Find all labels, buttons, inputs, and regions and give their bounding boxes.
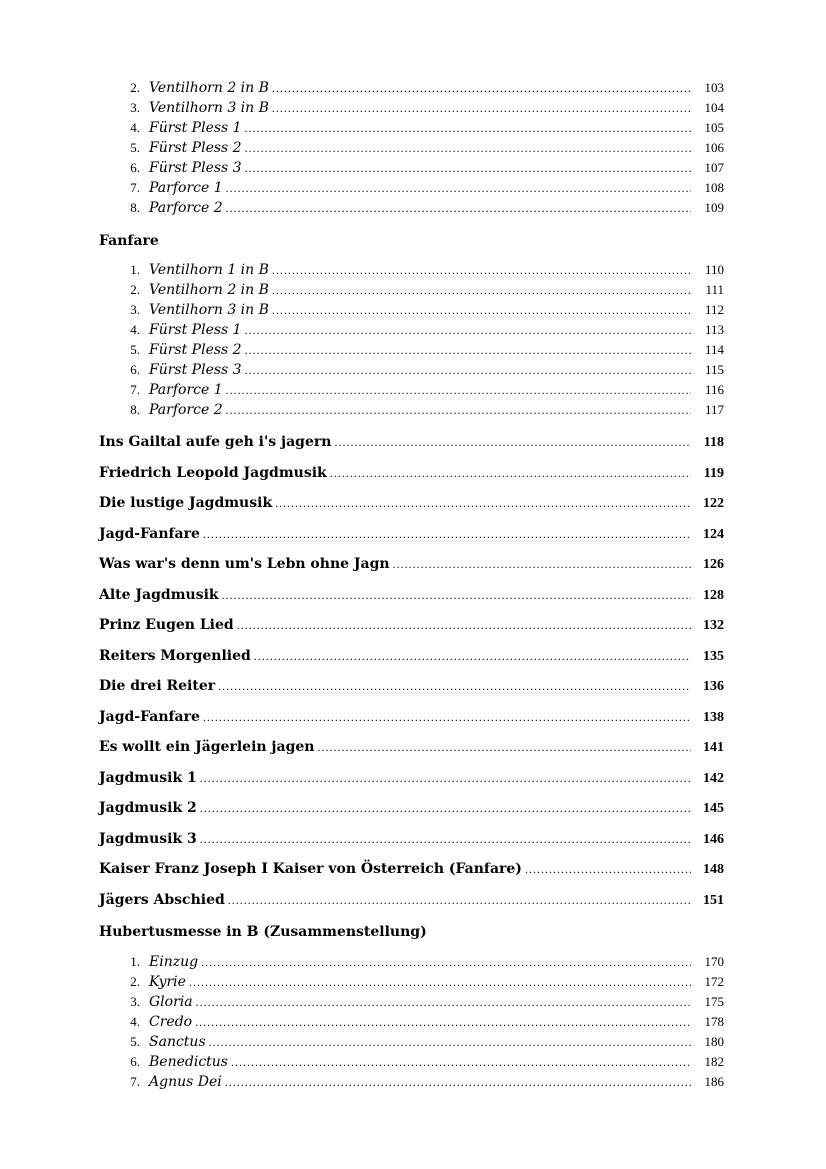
toc-main-entry[interactable]	[0, 495, 826, 515]
leader-dots	[218, 679, 691, 694]
entry-title: Jagdmusik 3	[99, 831, 197, 847]
leader-dots	[225, 1075, 691, 1090]
toc-main-entry[interactable]	[0, 617, 826, 637]
entry-title: Kaiser Franz Joseph I Kaiser von Österreich (Fanfare)	[99, 861, 522, 877]
entry-page: 115	[704, 362, 724, 377]
leader-dots	[330, 466, 691, 481]
leader-dots	[226, 181, 691, 196]
entry-title: Ventilhorn 3 in B	[149, 302, 269, 318]
entry-title: Gloria	[149, 994, 193, 1010]
toc-main-entry[interactable]	[0, 678, 826, 698]
entry-title: Jagdmusik 1	[99, 770, 197, 786]
entry-title: Jagd-Fanfare	[99, 709, 200, 725]
toc-main-entry[interactable]	[0, 892, 826, 912]
leader-dots	[393, 557, 691, 572]
entry-number: 8.	[130, 200, 140, 215]
leader-dots	[317, 740, 691, 755]
leader-dots	[525, 862, 691, 877]
entry-page: 141	[703, 740, 724, 755]
entry-number: 2.	[130, 80, 140, 95]
leader-dots	[245, 323, 691, 338]
toc-entry[interactable]	[0, 140, 826, 160]
entry-title: Ventilhorn 3 in B	[149, 100, 269, 116]
entry-title: Fürst Pless 1	[149, 120, 242, 136]
entry-title: Fürst Pless 1	[149, 322, 242, 338]
entry-page: 128	[703, 588, 724, 603]
entry-page: 145	[703, 801, 724, 816]
leader-dots	[272, 81, 691, 96]
entry-number: 6.	[130, 362, 140, 377]
entry-title: Die lustige Jagdmusik	[99, 495, 273, 511]
entry-page: 104	[704, 100, 724, 115]
entry-page: 136	[703, 679, 724, 694]
entry-page: 110	[704, 262, 724, 277]
leader-dots	[200, 832, 691, 847]
leader-dots	[231, 1055, 691, 1070]
entry-page: 180	[704, 1034, 724, 1049]
leader-dots	[275, 496, 691, 511]
entry-page: 172	[704, 974, 724, 989]
toc-entry[interactable]	[0, 1054, 826, 1074]
toc-main-entry[interactable]	[0, 770, 826, 790]
entry-title: Agnus Dei	[149, 1074, 222, 1090]
leader-dots	[272, 101, 691, 116]
leader-dots	[203, 710, 691, 725]
leader-dots	[200, 771, 691, 786]
toc-main-entry[interactable]	[0, 556, 826, 576]
entry-page: 175	[704, 994, 724, 1009]
entry-number: 6.	[130, 160, 140, 175]
leader-dots	[226, 403, 691, 418]
entry-title: Benedictus	[149, 1054, 228, 1070]
entry-page: 107	[704, 160, 724, 175]
entry-page: 119	[703, 466, 724, 481]
entry-page: 182	[704, 1054, 724, 1069]
toc-entry[interactable]	[0, 120, 826, 140]
entry-number: 4.	[130, 322, 140, 337]
entry-title: Fürst Pless 2	[149, 342, 242, 358]
leader-dots	[272, 303, 691, 318]
entry-title: Parforce 2	[149, 200, 223, 216]
entry-page: 186	[704, 1074, 724, 1089]
entry-title: Fürst Pless 3	[149, 160, 242, 176]
toc-main-entry[interactable]	[0, 709, 826, 729]
entry-title: Ventilhorn 1 in B	[149, 262, 269, 278]
entry-number: 6.	[130, 1054, 140, 1069]
leader-dots	[201, 955, 691, 970]
toc-main-entry[interactable]	[0, 434, 826, 454]
entry-number: 8.	[130, 402, 140, 417]
entry-page: 114	[704, 342, 724, 357]
entry-title: Jägers Abschied	[99, 892, 225, 908]
toc-entry[interactable]	[0, 1074, 826, 1094]
entry-title: Fürst Pless 3	[149, 362, 242, 378]
toc-entry[interactable]	[0, 322, 826, 342]
entry-page: 109	[704, 200, 724, 215]
toc-entry[interactable]	[0, 1014, 826, 1034]
entry-page: 113	[704, 322, 724, 337]
toc-entry[interactable]	[0, 100, 826, 120]
entry-page: 116	[704, 382, 724, 397]
leader-dots	[272, 283, 691, 298]
entry-number: 1.	[130, 954, 140, 969]
leader-dots	[245, 141, 691, 156]
entry-number: 7.	[130, 382, 140, 397]
toc-entry[interactable]	[0, 302, 826, 322]
entry-page: 124	[703, 527, 724, 542]
leader-dots	[228, 893, 691, 908]
leader-dots	[189, 975, 691, 990]
toc-entry[interactable]	[0, 382, 826, 402]
entry-page: 108	[704, 180, 724, 195]
entry-page: 178	[704, 1014, 724, 1029]
toc-main-entry[interactable]	[0, 465, 826, 485]
toc-entry[interactable]	[0, 402, 826, 422]
toc-main-entry[interactable]	[0, 587, 826, 607]
entry-page: 112	[704, 302, 724, 317]
entry-page: 117	[704, 402, 724, 417]
toc-main-entry[interactable]	[0, 648, 826, 668]
leader-dots	[209, 1035, 691, 1050]
entry-title: Ventilhorn 2 in B	[149, 282, 269, 298]
entry-page: 135	[703, 649, 724, 664]
entry-page: 148	[703, 862, 724, 877]
leader-dots	[200, 801, 691, 816]
entry-page: 126	[703, 557, 724, 572]
entry-page: 151	[703, 893, 724, 908]
entry-number: 5.	[130, 342, 140, 357]
entry-title: Was war's denn um's Lebn ohne Jagn	[99, 556, 390, 572]
toc-entry[interactable]	[0, 180, 826, 200]
leader-dots	[226, 201, 691, 216]
entry-title: Prinz Eugen Lied	[99, 617, 234, 633]
entry-title: Reiters Morgenlied	[99, 648, 251, 664]
leader-dots	[334, 435, 691, 450]
entry-number: 4.	[130, 1014, 140, 1029]
entry-title: Jagdmusik 2	[99, 800, 197, 816]
entry-title: Friedrich Leopold Jagdmusik	[99, 465, 327, 481]
entry-page: 103	[704, 80, 724, 95]
entry-title: Sanctus	[149, 1034, 206, 1050]
toc-entry[interactable]	[0, 362, 826, 382]
leader-dots	[195, 1015, 691, 1030]
leader-dots	[196, 995, 691, 1010]
entry-number: 5.	[130, 1034, 140, 1049]
entry-title: Credo	[149, 1014, 193, 1030]
entry-number: 3.	[130, 100, 140, 115]
entry-page: 146	[703, 832, 724, 847]
toc-entry[interactable]	[0, 200, 826, 220]
entry-number: 4.	[130, 120, 140, 135]
toc-main-entry[interactable]	[0, 831, 826, 851]
entry-number: 2.	[130, 282, 140, 297]
entry-page: 170	[704, 954, 724, 969]
leader-dots	[245, 161, 691, 176]
leader-dots	[222, 588, 691, 603]
section-heading-fanfare[interactable]: Fanfare	[99, 233, 159, 249]
entry-title: Kyrie	[149, 974, 186, 990]
entry-page: 142	[703, 771, 724, 786]
toc-entry[interactable]	[0, 974, 826, 994]
entry-page: 138	[703, 710, 724, 725]
toc-main-entry[interactable]	[0, 800, 826, 820]
entry-title: Die drei Reiter	[99, 678, 216, 694]
toc-main-entry[interactable]	[0, 861, 826, 881]
leader-dots	[226, 383, 691, 398]
entry-page: 132	[703, 618, 724, 633]
toc-entry[interactable]	[0, 262, 826, 282]
toc-main-entry[interactable]	[0, 739, 826, 759]
entry-number: 5.	[130, 140, 140, 155]
leader-dots	[245, 343, 691, 358]
entry-number: 3.	[130, 302, 140, 317]
entry-title: Einzug	[149, 954, 199, 970]
entry-title: Es wollt ein Jägerlein jagen	[99, 739, 315, 755]
entry-title: Parforce 1	[149, 382, 223, 398]
toc-entry[interactable]	[0, 342, 826, 362]
leader-dots	[245, 121, 691, 136]
entry-page: 111	[705, 282, 724, 297]
entry-page: 118	[703, 435, 724, 450]
entry-number: 1.	[130, 262, 140, 277]
entry-title: Parforce 1	[149, 180, 223, 196]
entry-title: Alte Jagdmusik	[99, 587, 219, 603]
leader-dots	[272, 263, 691, 278]
leader-dots	[237, 618, 691, 633]
toc-entry[interactable]	[0, 994, 826, 1014]
toc-main-entry[interactable]	[0, 526, 826, 546]
entry-title: Ins Gailtal aufe geh i's jagern	[99, 434, 332, 450]
entry-title: Fürst Pless 2	[149, 140, 242, 156]
entry-title: Parforce 2	[149, 402, 223, 418]
entry-page: 122	[703, 496, 724, 511]
toc-entry[interactable]	[0, 80, 826, 100]
section-heading-hubertusmesse[interactable]: Hubertusmesse in B (Zusammenstellung)	[99, 924, 427, 940]
entry-number: 7.	[130, 1074, 140, 1089]
toc-entry[interactable]	[0, 282, 826, 302]
leader-dots	[245, 363, 691, 378]
toc-entry[interactable]	[0, 160, 826, 180]
toc-entry[interactable]	[0, 1034, 826, 1054]
leader-dots	[254, 649, 691, 664]
entry-title: Ventilhorn 2 in B	[149, 80, 269, 96]
entry-number: 2.	[130, 974, 140, 989]
toc-entry[interactable]	[0, 954, 826, 974]
entry-page: 106	[704, 140, 724, 155]
entry-page: 105	[704, 120, 724, 135]
leader-dots	[203, 527, 691, 542]
entry-title: Jagd-Fanfare	[99, 526, 200, 542]
entry-number: 3.	[130, 994, 140, 1009]
entry-number: 7.	[130, 180, 140, 195]
